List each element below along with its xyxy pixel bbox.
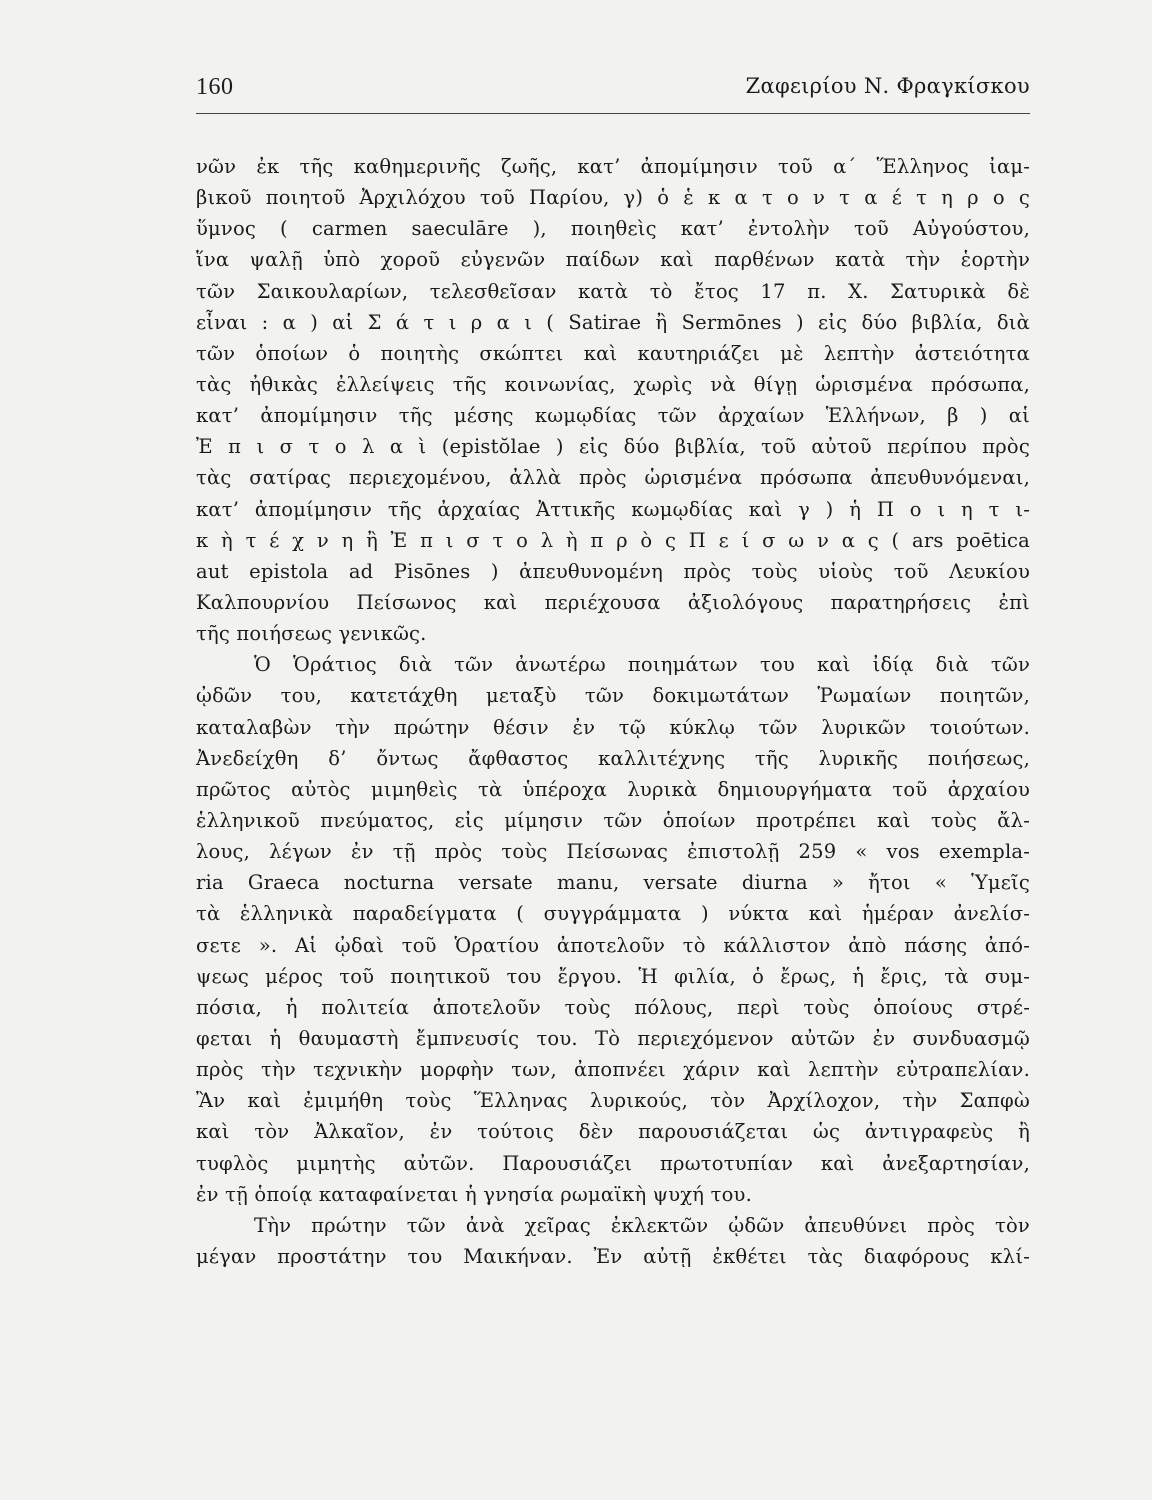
text-line: ψεως μέρος τοῦ ποιητικοῦ του ἔργου. Ἡ φιλία, ὁ ἔρως, ἡ ἔρις, τὰ συμ-: [196, 964, 1030, 988]
paragraph-start: Ὁ Ὁράτιος διὰ τῶν ἀνωτέρω ποιημάτων του καὶ ἰδίᾳ διὰ τῶν: [254, 653, 1030, 677]
text-line: Ἂν καὶ ἐμιμήθη τοὺς Ἕλληνας λυρικούς, τὸν Ἀρχίλοχον, τὴν Σαπφὼ: [196, 1089, 1030, 1113]
text-line: Ἀνεδείχθη δ’ ὄντως ἄφθαστος καλλιτέχνης τῆς λυρικῆς ποιήσεως,: [196, 746, 1030, 770]
text-line: Ἐ π ι σ τ ο λ α ὶ (epistŏlae ) εἰς δύο βιβλία, τοῦ αὐτοῦ περίπου πρὸς: [196, 435, 1030, 459]
text-line: ὕμνος ( carmen saeculāre ), ποιηθεὶς κατ’ ἐντολὴν τοῦ Αὐγούστου,: [196, 217, 1030, 241]
text-line: τὰς ἠθικὰς ἐλλείψεις τῆς κοινωνίας, χωρὶς νὰ θίγῃ ὡρισμένα πρόσωπα,: [196, 372, 1030, 396]
page-number: 160: [196, 74, 234, 100]
text-line: τῶν ὁποίων ὁ ποιητὴς σκώπτει καὶ καυτηριάζει μὲ λεπτὴν ἀστειότητα: [196, 341, 1030, 365]
text-line: μέγαν προστάτην του Μαικήναν. Ἐν αὐτῇ ἐκθέτει τὰς διαφόρους κλί-: [196, 1244, 1030, 1268]
text-line: λους, λέγων ἐν τῇ πρὸς τοὺς Πείσωνας ἐπιστολῇ 259 « vos exempla-: [196, 840, 1030, 864]
text-line: βικοῦ ποιητοῦ Ἀρχιλόχου τοῦ Παρίου, γ) ὁ ἑ κ α τ ο ν τ α έ τ η ρ ο ς: [196, 186, 1030, 210]
text-line: ἵνα ψαλῇ ὑπὸ χοροῦ εὐγενῶν παίδων καὶ παρθένων κατὰ τὴν ἑορτὴν: [196, 248, 1030, 272]
text-line: καὶ τὸν Ἀλκαῖον, ἐν τούτοις δὲν παρουσιάζεται ὡς ἀντιγραφεὺς ἢ: [196, 1120, 1030, 1144]
page-header: [196, 74, 1030, 110]
text-line: τυφλὸς μιμητὴς αὐτῶν. Παρουσιάζει πρωτοτυπίαν καὶ ἀνεξαρτησίαν,: [196, 1151, 1030, 1175]
text-line: τῶν Σαικουλαρίων, τελεσθεῖσαν κατὰ τὸ ἔτος 17 π. Χ. Σατυρικὰ δὲ: [196, 279, 1030, 303]
text-line: φεται ἡ θαυμαστὴ ἔμπνευσίς του. Τὸ περιεχόμενον αὐτῶν ἐν συνδυασμῷ: [196, 1026, 1030, 1050]
paragraph-start: Τὴν πρώτην τῶν ἀνὰ χεῖρας ἐκλεκτῶν ᾠδῶν ἀπευθύνει πρὸς τὸν: [254, 1213, 1030, 1237]
text-line: Καλπουρνίου Πείσωνος καὶ περιέχουσα ἀξιολόγους παρατηρήσεις ἐπὶ: [196, 590, 1030, 614]
text-line: τῆς ποιήσεως γενικῶς.: [196, 622, 427, 646]
text-line: πόσια, ἡ πολιτεία ἀποτελοῦν τοὺς πόλους, περὶ τοὺς ὁποίους στρέ-: [196, 995, 1030, 1019]
text-line: κ ὴ τ έ χ ν η ἢ Ἐ π ι σ τ ο λ ὴ π ρ ὸ ς Π ε ί σ ω ν α ς ( ars poētica: [196, 528, 1030, 552]
text-line: πρὸς τὴν τεχνικὴν μορφὴν των, ἀποπνέει χάριν καὶ λεπτὴν εὐτραπελίαν.: [196, 1058, 1030, 1082]
text-line: ἑλληνικοῦ πνεύματος, εἰς μίμησιν τῶν ὁποίων προτρέπει καὶ τοὺς ἄλ-: [196, 808, 1030, 832]
text-line: εἶναι : α ) αἱ Σ ά τ ι ρ α ι ( Satirae ἢ Sermōnes ) εἰς δύο βιβλία, διὰ: [196, 310, 1030, 334]
text-line: ria Graeca nocturna versate manu, versate diurna » ἤτοι « Ὑμεῖς: [196, 871, 1030, 895]
text-line: κατ’ ἀπομίμησιν τῆς μέσης κωμῳδίας τῶν ἀρχαίων Ἑλλήνων, β ) αἱ: [196, 404, 1030, 428]
text-line: σετε ». Αἱ ᾠδαὶ τοῦ Ὁρατίου ἀποτελοῦν τὸ κάλλιστον ἀπὸ πάσης ἀπό-: [196, 933, 1030, 957]
running-head: Ζαφειρίου Ν. Φραγκίσκου: [745, 74, 1030, 98]
body-text: [196, 151, 1030, 1272]
text-line: ᾠδῶν του, κατετάχθη μεταξὺ τῶν δοκιμωτάτων Ῥωμαίων ποιητῶν,: [196, 684, 1030, 708]
text-line: καταλαβὼν τὴν πρώτην θέσιν ἐν τῷ κύκλῳ τῶν λυρικῶν τοιούτων.: [196, 715, 1030, 739]
text-line: νῶν ἐκ τῆς καθημερινῆς ζωῆς, κατ’ ἀπομίμησιν τοῦ α΄ Ἕλληνος ἰαμ-: [196, 155, 1030, 178]
text-line: ἐν τῇ ὁποίᾳ καταφαίνεται ἡ γνησία ρωμαϊκὴ ψυχή του.: [196, 1182, 752, 1206]
text-line: τὰς σατίρας περιεχομένου, ἀλλὰ πρὸς ὡρισμένα πρόσωπα ἀπευθυνόμεναι,: [196, 466, 1030, 490]
text-line: πρῶτος αὐτὸς μιμηθεὶς τὰ ὑπέροχα λυρικὰ δημιουργήματα τοῦ ἀρχαίου: [196, 777, 1030, 801]
text-line: τὰ ἑλληνικὰ παραδείγματα ( συγγράμματα ) νύκτα καὶ ἡμέραν ἀνελίσ-: [196, 902, 1030, 926]
text-line: aut epistola ad Pisōnes ) ἀπευθυνομένη πρὸς τοὺς υἱοὺς τοῦ Λευκίου: [196, 559, 1030, 583]
header-rule: [196, 113, 1030, 114]
text-line: κατ’ ἀπομίμησιν τῆς ἀρχαίας Ἀττικῆς κωμῳδίας καὶ γ ) ἡ Π ο ι η τ ι-: [196, 497, 1030, 521]
